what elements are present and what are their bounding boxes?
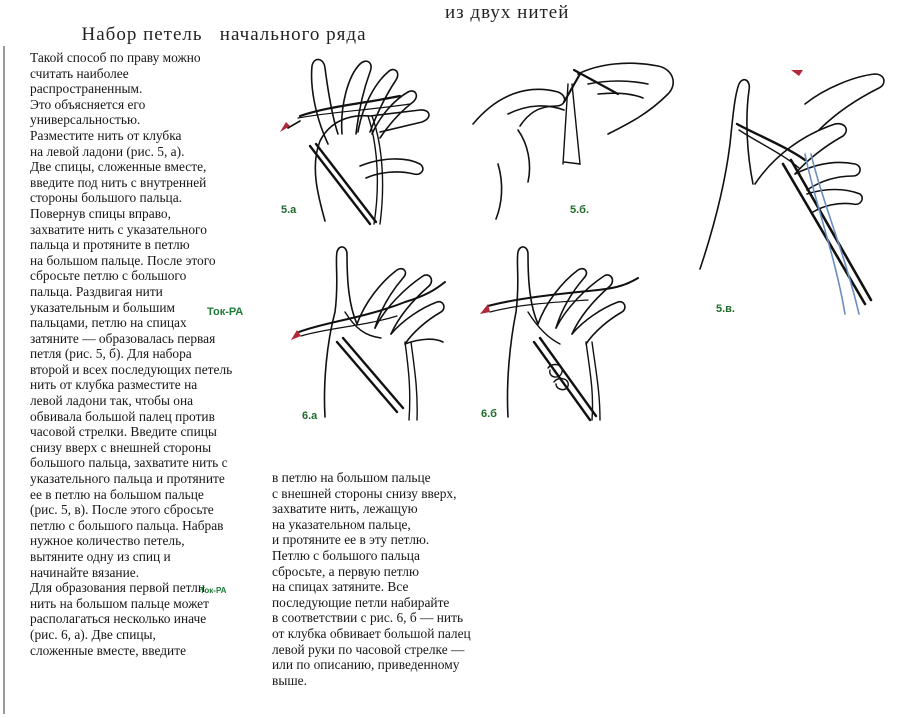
text-line: большого пальца, захватите нить с	[30, 455, 228, 471]
text-line: сложенные вместе, введите	[30, 642, 187, 658]
text-line: (рис. 6, а). Две спицы,	[30, 626, 156, 642]
text-line: выше.	[272, 672, 307, 688]
figure-5b-illustration	[468, 54, 688, 224]
text-line: левой руки по часовой стрелке —	[272, 641, 465, 657]
hand-knitting-drawing	[478, 242, 663, 422]
title-part-2: из двух нитей	[445, 2, 570, 23]
text-line: нить от клубка разместите на	[30, 377, 198, 393]
figure-6b-label: 6.б	[481, 408, 497, 420]
text-line: второй и всех последующих петель	[30, 361, 233, 377]
text-line: левой ладони так, чтобы она	[30, 393, 194, 409]
text-line: вытяните одну из спиц и	[30, 549, 171, 564]
text-line: обвивала большой палец против	[30, 408, 215, 424]
text-line: Петлю с большого пальца	[272, 547, 420, 563]
text-line: петлю с большого пальца. Набрав	[30, 517, 224, 533]
text-line: захватите нить с указательного	[30, 221, 207, 237]
text-line: распространенным.	[30, 81, 143, 97]
text-line: располагаться несколько иначе	[30, 611, 207, 627]
text-line: нужное количество петель,	[30, 533, 185, 549]
text-line: на указательном пальце,	[272, 516, 411, 532]
text-line: указательным и большим	[30, 299, 175, 315]
text-line: пальца и протяните в петлю	[30, 237, 190, 253]
hand-knitting-drawing	[270, 46, 460, 226]
text-line: Такой способ по праву можно	[30, 50, 201, 65]
text-line: петля (рис. 5, б). Для набора	[30, 346, 192, 362]
text-line: последующие петли набирайте	[272, 594, 450, 610]
watermark-text: Ток-РА	[200, 586, 227, 595]
text-line: (рис. 5, в). После этого сбросьте	[30, 502, 214, 518]
left-text-column	[30, 50, 270, 658]
page-title	[70, 2, 630, 45]
text-line: Разместите нить от клубка	[30, 127, 182, 143]
text-line: пальцами, петлю на спицах	[30, 315, 187, 331]
text-line: Повернув спицы вправо,	[30, 205, 171, 221]
text-line: стороны большого пальца.	[30, 190, 183, 206]
text-line: пальца. Раздвигая нити	[30, 283, 163, 299]
title-part-1: Набор петель начального ряда	[81, 24, 367, 45]
figure-5v-illustration	[695, 64, 900, 324]
text-line: ее в петлю на большом пальце	[30, 486, 204, 502]
text-line: Это объясняется его	[30, 96, 146, 112]
text-line: в петлю на большом пальце	[272, 470, 431, 485]
middle-text-column	[272, 470, 512, 688]
text-line: введите под нить с внутренней	[30, 174, 207, 190]
text-line: и протяните ее в эту петлю.	[272, 532, 430, 548]
text-line: часовой стрелки. Введите спицы	[30, 424, 217, 440]
figure-5a-label: 5.а	[281, 204, 297, 216]
text-line: считать наиболее	[30, 65, 129, 81]
text-line: универсальностью.	[30, 112, 141, 128]
figure-5b-label: 5.б.	[570, 204, 590, 216]
hand-knitting-drawing	[695, 64, 900, 324]
text-line: сбросьте петлю с большого	[30, 268, 187, 284]
watermark-text: Ток-РА	[207, 306, 244, 318]
text-line: на левой ладони (рис. 5, а).	[30, 143, 185, 159]
hand-knitting-drawing	[468, 54, 688, 224]
text-line: Для образования первой петли	[30, 580, 206, 596]
text-line: захватите нить, лежащую	[272, 501, 418, 517]
text-line: в соответствии с рис. 6, б — нить	[272, 610, 464, 626]
text-line: Две спицы, сложенные вместе,	[30, 159, 207, 175]
hand-knitting-drawing	[285, 242, 485, 422]
text-line: снизу вверх с внешней стороны	[30, 439, 212, 455]
figure-6b-illustration	[478, 242, 663, 422]
figure-6a-illustration	[285, 242, 485, 422]
left-margin-rule	[3, 46, 5, 714]
figure-5v-label: 5.в.	[716, 303, 735, 315]
text-line: указательного пальца и протяните	[30, 471, 225, 487]
text-line: с внешней стороны снизу вверх,	[272, 485, 457, 501]
figure-5a-illustration	[270, 46, 460, 226]
text-line: от клубка обвивает большой палец	[272, 625, 471, 641]
text-line: начинайте вязание.	[30, 564, 140, 580]
text-line: на большом пальце. После этого	[30, 252, 216, 268]
text-line: сбросьте, а первую петлю	[272, 563, 419, 579]
text-line: или по описанию, приведенному	[272, 657, 460, 673]
text-line: нить на большом пальце может	[30, 595, 209, 611]
arrow-icon	[791, 70, 803, 76]
text-line: затяните — образовалась первая	[30, 330, 216, 346]
figure-6a-label: 6.а	[302, 410, 318, 422]
text-line: на спицах затяните. Все	[272, 579, 409, 595]
